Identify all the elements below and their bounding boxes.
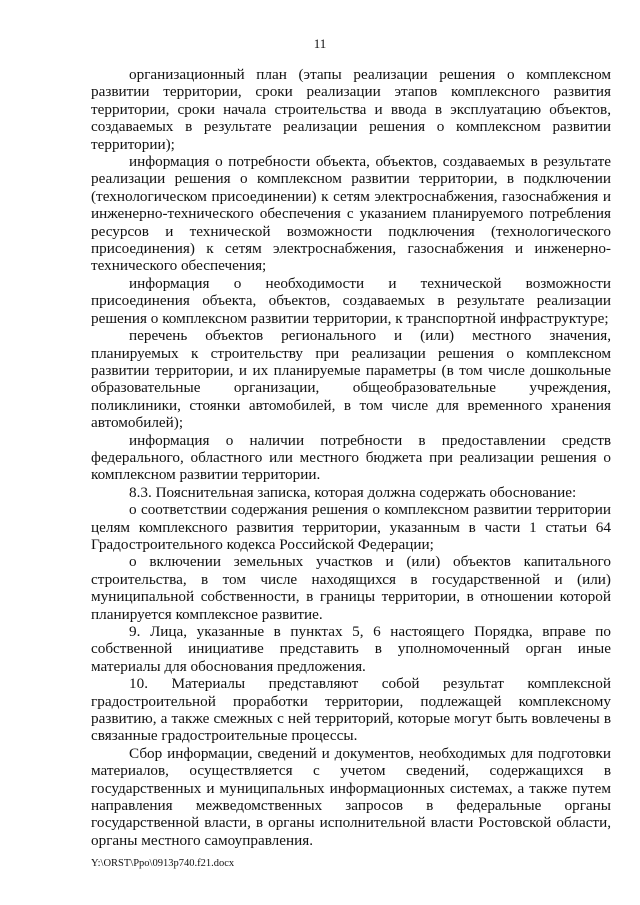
paragraph: о соответствии содержания решения о комплексном развитии территории целям комплексного развития территории, указанным в части 1 статьи 64 Градостроительного кодекса Российской Федерации; [91, 501, 611, 553]
page-number: 11 [313, 36, 327, 51]
paragraph: 10. Материалы представляют собой результат комплексной градостроительной проработки территории, подлежащей комплексному развитию, а также смежных с ней территорий, которые могут быть вовлечены в связанные градостроительные процессы. [91, 675, 611, 745]
paragraph: информация о необходимости и технической возможности присоединения объекта, объектов, создаваемых в результате реализации решения о комплексном развитии территории, к транспортной инфраструктуре; [91, 274, 611, 327]
footer-file-path: Y:\ORST\Ppo\0913p740.f21.docx [91, 858, 235, 869]
paragraph: перечень объектов регионального и (или) местного значения, планируемых к строительству при реализации решения о комплексном развитии территории, и их планируемые параметры (в том числе дошкольные образовательные организации, общеобразовательные учреждения, поликлиники, стоянки автомобилей, в том числе для временного хранения автомобилей); [91, 327, 611, 432]
paragraph: информация о потребности объекта, объектов, создаваемых в результате реализации решения о комплексном развитии территории, в подключении (технологическом присоединении) к сетям электроснабжения, газоснабжения и инженерно-технического обеспечения с указанием планируемого потребления ресурсов и технической возможности подключения (технологического присоединения) к сетям электроснабжения, газоснабжения и инженерно-технического обеспечения; [91, 153, 611, 275]
paragraph: Сбор информации, сведений и документов, необходимых для подготовки материалов, осуществляется с учетом сведений, содержащихся в государственных и муниципальных информационных системах, а также путем направления межведомственных запросов в федеральные органы государственной власти, в органы исполнительной власти Ростовской области, органы местного самоуправления. [91, 744, 611, 849]
paragraph: 9. Лица, указанные в пунктах 5, 6 настоящего Порядка, вправе по собственной инициативе представить в уполномоченный орган иные материалы для обоснования предложения. [91, 623, 611, 675]
paragraph: информация о наличии потребности в предоставлении средств федерального, областного или местного бюджета при реализации решения о комплексном развитии территории. [91, 431, 611, 484]
paragraph: 8.3. Пояснительная записка, которая должна содержать обоснование: [129, 483, 577, 501]
paragraph: о включении земельных участков и (или) объектов капитального строительства, в том числе находящихся в государственной и (или) муниципальной собственности, в границы территории, в отношении которой планируется комплексное развитие. [91, 553, 611, 623]
body-text [91, 66, 611, 849]
paragraph: организационный план (этапы реализации решения о комплексном развитии территории, сроки реализации этапов комплексного развития территории, сроки начала строительства и ввода в эксплуатацию объектов, создаваемых в результате реализации решения о комплексном развитии территории); [91, 66, 611, 153]
